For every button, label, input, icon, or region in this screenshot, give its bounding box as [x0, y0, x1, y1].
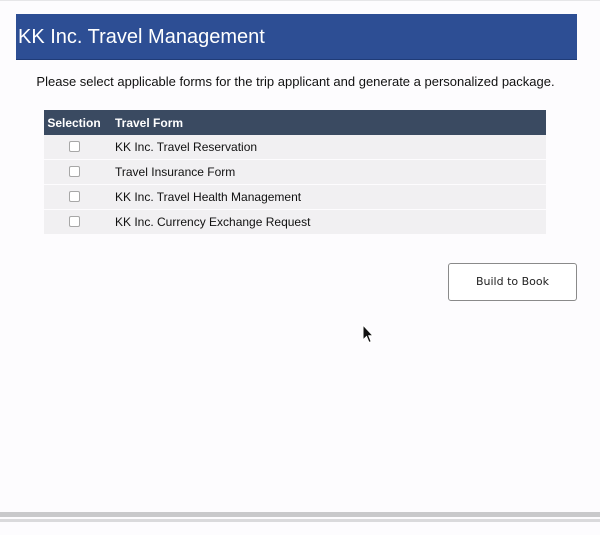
form-name: KK Inc. Currency Exchange Request	[104, 210, 546, 235]
form-checkbox-travel-reservation[interactable]	[69, 141, 80, 152]
column-header-selection: Selection	[44, 110, 104, 135]
selection-cell	[44, 185, 104, 210]
selection-cell	[44, 135, 104, 160]
app-title: KK Inc. Travel Management	[18, 26, 265, 48]
table-row	[44, 160, 546, 185]
table-row	[44, 135, 546, 160]
table-row	[44, 210, 546, 235]
form-name: KK Inc. Travel Reservation	[104, 135, 546, 160]
bottom-divider	[0, 512, 600, 517]
form-name: Travel Insurance Form	[104, 160, 546, 185]
arrow-pointer-icon	[362, 324, 374, 344]
selection-cell	[44, 160, 104, 185]
form-name: KK Inc. Travel Health Management	[104, 185, 546, 210]
selection-cell	[44, 210, 104, 235]
app-header	[16, 14, 577, 60]
build-to-book-button[interactable]: Build to Book	[448, 263, 577, 301]
table-row	[44, 185, 546, 210]
form-checkbox-currency-exchange[interactable]	[69, 216, 80, 227]
form-checkbox-travel-insurance[interactable]	[69, 166, 80, 177]
bottom-divider-secondary	[0, 519, 600, 522]
table-header-row	[44, 110, 546, 135]
top-divider	[0, 0, 600, 1]
instruction-text: Please select applicable forms for the trip applicant and generate a personalized package.	[36, 74, 555, 89]
travel-forms-table	[44, 110, 546, 235]
column-header-travel-form: Travel Form	[104, 110, 546, 135]
form-checkbox-health-management[interactable]	[69, 191, 80, 202]
